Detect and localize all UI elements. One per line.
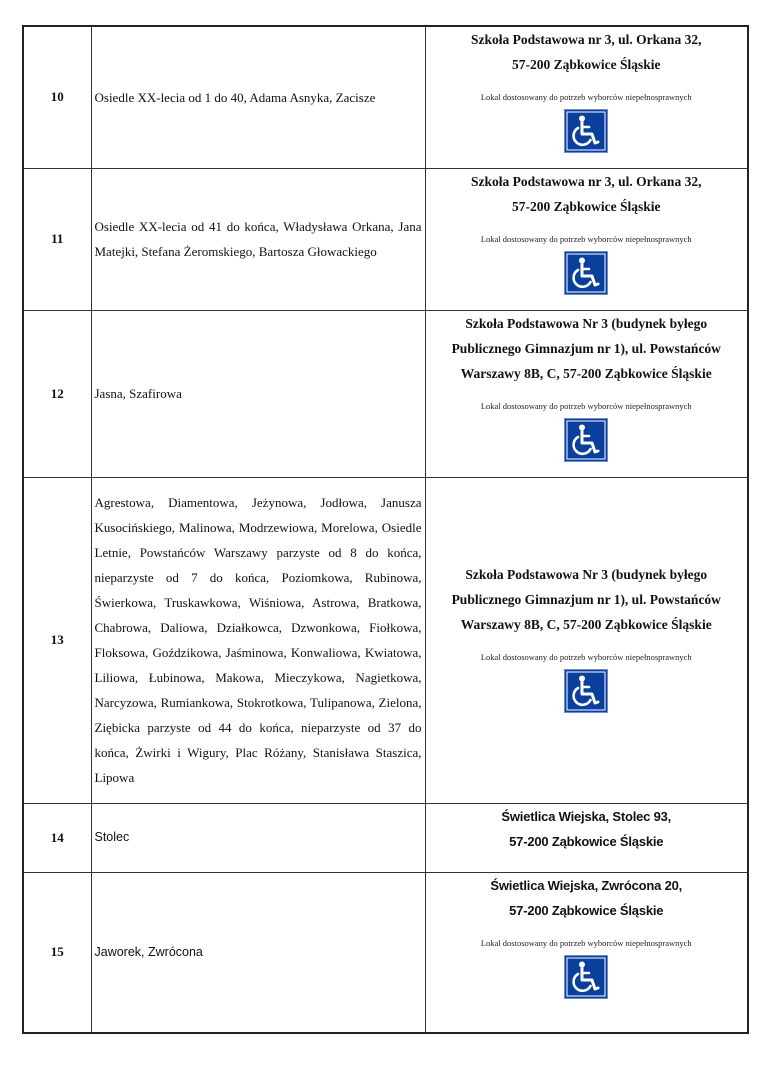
table-row xyxy=(23,310,748,477)
wheelchair-accessible-icon xyxy=(564,955,608,999)
wheelchair-accessible-icon xyxy=(564,418,608,462)
table-row xyxy=(23,168,748,310)
district-number: 14 xyxy=(23,803,91,872)
polling-place-address xyxy=(426,311,748,386)
accessibility-icon-wrap xyxy=(426,663,748,718)
polling-place-line: Publicznego Gimnazjum nr 1), ul. Powstańców xyxy=(451,340,721,356)
district-number: 10 xyxy=(23,26,91,168)
accessibility-note: Lokal dostosowany do potrzeb wyborców niepełnosprawnych xyxy=(480,233,692,244)
table-row xyxy=(23,803,748,872)
district-number: 11 xyxy=(23,168,91,310)
district-streets: Agrestowa, Diamentowa, Jeżynowa, Jodłowa, Janusza Kusocińskiego, Malinowa, Modrzewiowa, Morelowa, Osiedle Letnie, Powstańców Warszawy parzyste od 8 do końca, nieparzyste od 7 do końca, Poziomkowa, Rubinowa, Świerkowa, Truskawkowa, Wiśniowa, Astrowa, Bratkowa, Chabrowa, Daliowa, Działkowca, Dzwonkowa, Fiołkowa, Floksowa, Goździkowa, Jaśminowa, Konwaliowa, Kwiatowa, Liliowa, Łubinowa, Makowa, Mieczykowa, Nagietkowa, Narcyzowa, Rumiankowa, Stokrotkowa, Tulipanowa, Zielona, Ziębicka parzyste od 44 do końca, nieparzyste od 37 do końca, Żwirki i Wigury, Plac Różany, Stanisława Staszica, Lipowa xyxy=(91,477,425,803)
polling-place xyxy=(425,872,748,1033)
polling-place-line: Szkoła Podstawowa Nr 3 (budynek byłego xyxy=(465,315,708,331)
polling-place xyxy=(425,26,748,168)
polling-place xyxy=(425,477,748,803)
district-streets: Jaworek, Zwrócona xyxy=(91,872,425,1033)
polling-place-address xyxy=(426,27,748,77)
polling-place xyxy=(425,803,748,872)
polling-place-address xyxy=(426,873,748,923)
wheelchair-accessible-icon xyxy=(564,251,608,295)
polling-place-line: Szkoła Podstawowa Nr 3 (budynek byłego xyxy=(465,567,708,582)
table-row xyxy=(23,26,748,168)
table-body xyxy=(23,26,748,1033)
district-number: 12 xyxy=(23,310,91,477)
accessibility-icon-wrap xyxy=(426,949,748,1004)
polling-place-line: Warszawy 8B, C, 57-200 Ząbkowice Śląskie xyxy=(460,617,712,632)
accessibility-icon-wrap xyxy=(426,412,748,467)
table-row xyxy=(23,872,748,1033)
district-streets: Jasna, Szafirowa xyxy=(91,310,425,477)
polling-place-line: Świetlica Wiejska, Stolec 93, xyxy=(501,808,672,824)
polling-place-line: 57-200 Ząbkowice Śląskie xyxy=(509,902,664,918)
accessibility-icon-wrap xyxy=(426,103,748,158)
polling-place-address xyxy=(426,804,748,854)
accessibility-note: Lokal dostosowany do potrzeb wyborców niepełnosprawnych xyxy=(480,92,692,102)
accessibility-note: Lokal dostosowany do potrzeb wyborców niepełnosprawnych xyxy=(480,652,692,662)
district-streets: Osiedle XX-lecia od 41 do końca, Władysława Orkana, Jana Matejki, Stefana Żeromskiego, Bartosza Głowackiego xyxy=(91,168,425,310)
polling-place-line: Publicznego Gimnazjum nr 1), ul. Powstańców xyxy=(451,592,721,607)
polling-place-line: Szkoła Podstawowa nr 3, ul. Orkana 32, xyxy=(471,32,702,47)
table-row xyxy=(23,477,748,803)
district-number: 15 xyxy=(23,872,91,1033)
polling-place-address xyxy=(426,562,748,637)
district-streets: Osiedle XX-lecia od 1 do 40, Adama Asnyka, Zacisze xyxy=(91,26,425,168)
wheelchair-accessible-icon xyxy=(564,109,608,153)
polling-place-line: 57-200 Ząbkowice Śląskie xyxy=(509,833,664,849)
district-streets: Stolec xyxy=(91,803,425,872)
district-number: 13 xyxy=(23,477,91,803)
accessibility-note: Lokal dostosowany do potrzeb wyborców niepełnosprawnych xyxy=(480,937,692,948)
polling-districts-table xyxy=(22,25,749,1034)
polling-place-address xyxy=(426,169,748,219)
polling-place xyxy=(425,168,748,310)
polling-place-line: Świetlica Wiejska, Zwrócona 20, xyxy=(490,877,683,893)
polling-place-line: 57-200 Ząbkowice Śląskie xyxy=(511,57,661,72)
polling-place-line: 57-200 Ząbkowice Śląskie xyxy=(511,198,661,214)
polling-place-line: Warszawy 8B, C, 57-200 Ząbkowice Śląskie xyxy=(460,365,712,381)
accessibility-note: Lokal dostosowany do potrzeb wyborców niepełnosprawnych xyxy=(480,400,692,411)
wheelchair-accessible-icon xyxy=(564,669,608,713)
polling-place xyxy=(425,310,748,477)
accessibility-icon-wrap xyxy=(426,245,748,300)
polling-place-line: Szkoła Podstawowa nr 3, ul. Orkana 32, xyxy=(471,173,702,189)
